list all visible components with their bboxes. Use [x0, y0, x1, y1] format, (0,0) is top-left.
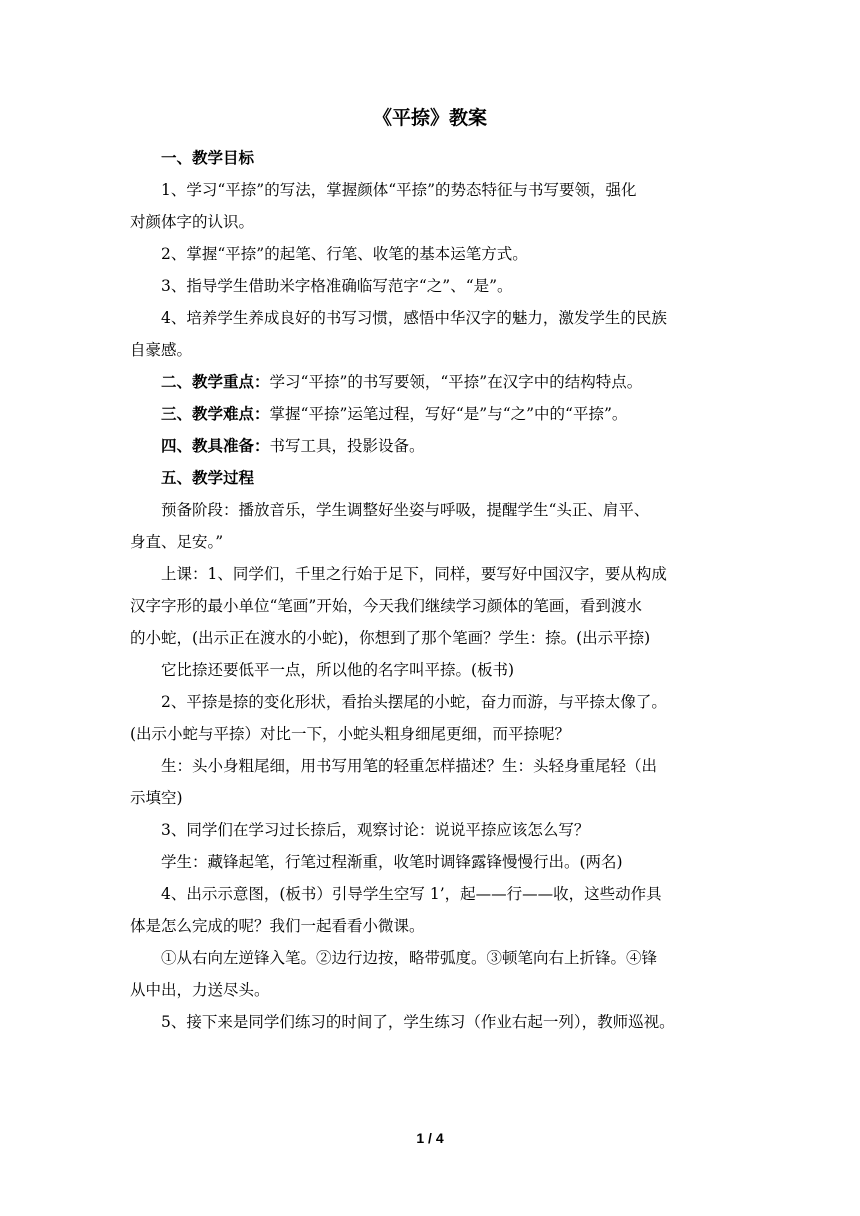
difficulties-label: 三、教学难点： [161, 404, 270, 423]
key-points [130, 366, 742, 398]
process-item-4 [130, 686, 742, 750]
document-title: 《平捺》教案 [372, 107, 487, 129]
document-body [130, 142, 742, 1038]
process-3-line-1: 它比捺还要低平一点，所以他的名字叫平捺。(板书) [161, 661, 515, 679]
process-1-line-1: 预备阶段：播放音乐，学生调整好坐姿与呼吸，提醒学生“头正、肩平、 [161, 501, 650, 519]
goal-3-line-1: 3、指导学生借助米字格准确临写范字“之”、“是”。 [161, 277, 513, 295]
process-item-3 [130, 654, 742, 686]
process-7-line-1: 学生：藏锋起笔，行笔过程渐重，收笔时调锋露锋慢慢行出。(两名) [161, 853, 623, 871]
difficulties [130, 398, 742, 430]
process-9-line-2: 从中出，力送尽头。 [130, 981, 270, 999]
goal-item-2 [130, 238, 742, 270]
goal-4-line-2: 自豪感。 [130, 341, 193, 359]
process-9-line-1: ①从右向左逆锋入笔。②边行边按，略带弧度。③顿笔向右上折锋。④锋 [161, 949, 658, 967]
process-item-10 [130, 1006, 742, 1038]
page-number: 1 / 4 [416, 1130, 444, 1146]
process-8-line-2: 体是怎么完成的呢？我们一起看看小微课。 [130, 917, 425, 935]
process-5-line-2: 示填空) [130, 789, 183, 807]
process-item-6 [130, 814, 742, 846]
goals-heading: 一、教学目标 [161, 148, 255, 167]
process-item-1 [130, 494, 742, 558]
process-item-9 [130, 942, 742, 1006]
process-2-line-2: 汉字字形的最小单位“笔画”开始，今天我们继续学习颜体的笔画，看到渡水 [130, 597, 642, 615]
goal-2-line-1: 2、掌握“平捺”的起笔、行笔、收笔的基本运笔方式。 [161, 245, 528, 263]
process-item-7 [130, 846, 742, 878]
process-2-line-1: 上课：1、同学们，千里之行始于足下，同样，要写好中国汉字，要从构成 [161, 565, 667, 583]
process-item-8 [130, 878, 742, 942]
goal-item-4 [130, 302, 742, 366]
goal-item-1 [130, 174, 742, 238]
process-5-line-1: 生：头小身粗尾细，用书写用笔的轻重怎样描述？生：头轻身重尾轻（出 [161, 757, 658, 775]
process-4-line-2: (出示小蛇与平捺）对比一下，小蛇头粗身细尾更细，而平捺呢？ [130, 725, 571, 743]
process-item-5 [130, 750, 742, 814]
process-6-line-1: 3、同学们在学习过长捺后，观察讨论：说说平捺应该怎么写？ [161, 821, 590, 839]
tools [130, 430, 742, 462]
tools-label: 四、教具准备： [161, 436, 270, 455]
goal-4-line-1: 4、培养学生养成良好的书写习惯，感悟中华汉字的魅力，激发学生的民族 [161, 309, 667, 327]
process-8-line-1: 4、出示示意图，(板书）引导学生空写 1’，起——行——收，这些动作具 [161, 885, 662, 903]
tools-text: 书写工具，投影设备。 [269, 437, 425, 455]
difficulties-text: 掌握“平捺”运笔过程，写好“是”与“之”中的“平捺”。 [269, 405, 628, 423]
process-10-line-1: 5、接下来是同学们练习的时间了，学生练习（作业右起一列），教师巡视。 [161, 1013, 675, 1031]
key-points-text: 学习“平捺”的书写要领，“平捺”在汉字中的结构特点。 [269, 373, 643, 391]
process-heading: 五、教学过程 [161, 468, 255, 487]
process-4-line-1: 2、平捺是捺的变化形状，看抬头摆尾的小蛇，奋力而游，与平捺太像了。 [161, 693, 667, 711]
goal-1-line-2: 对颜体字的认识。 [130, 213, 255, 231]
key-points-label: 二、教学重点： [161, 372, 270, 391]
process-2-line-3: 的小蛇，(出示正在渡水的小蛇)，你想到了那个笔画？学生：捺。(出示平捺) [130, 629, 651, 647]
goal-item-3 [130, 270, 742, 302]
goal-1-line-1: 1、学习“平捺”的写法，掌握颜体“平捺”的势态特征与书写要领，强化 [161, 181, 637, 199]
process-1-line-2: 身直、足安。” [130, 533, 224, 551]
process-item-2 [130, 558, 742, 654]
